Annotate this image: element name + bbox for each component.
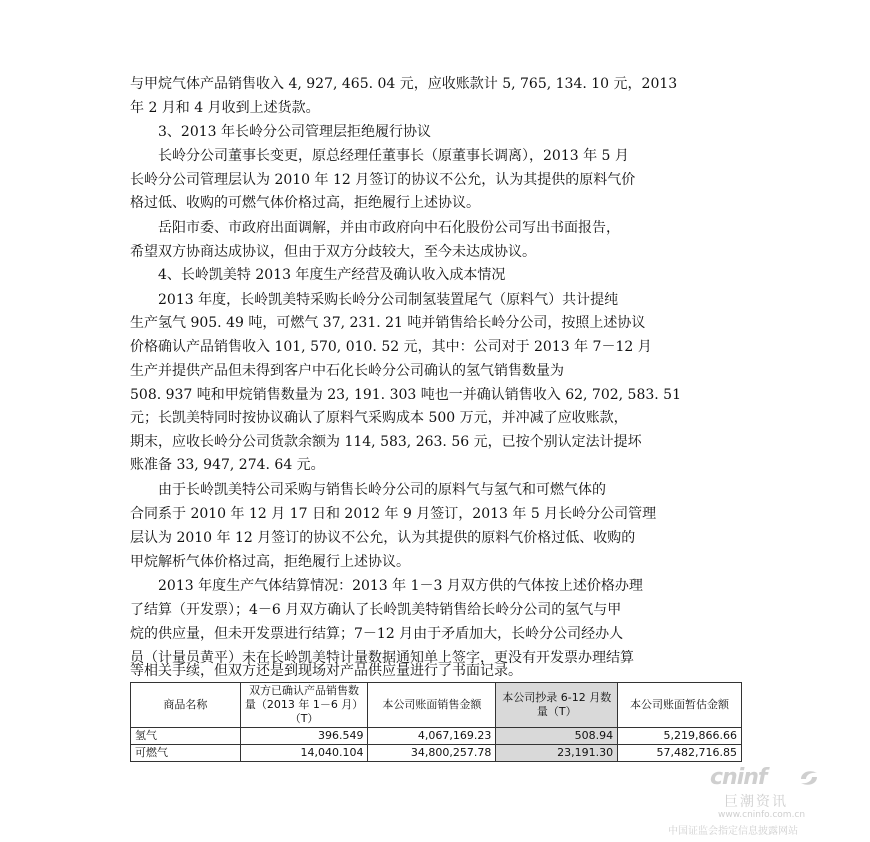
paragraph-line: 希望双方协商达成协议，但由于双方分歧较大，至今未达成协议。 [130, 244, 536, 260]
paragraph-line: 了结算（开发票）；4－6 月双方确认了长岭凯美特销售给长岭分公司的氢气与甲 [130, 602, 622, 618]
paragraph-line: 元；长凯美特同时按协议确认了原料气采购成本 500 万元，并冲减了应收账款， [130, 410, 628, 426]
header-book-sales-amount: 本公司账面销售金额 [368, 683, 496, 728]
paragraph-line: 长岭分公司管理层认为 2010 年 12 月签订的协议不公允，认为其提供的原料气价 [130, 172, 636, 188]
paragraph-line: 员（计量员黄平）未在长岭凯美特计量数据通知单上签字，更没有开发票办理结算 [130, 650, 634, 666]
cell-product: 可燃气 [131, 745, 241, 762]
paragraph-line: 生产并提供产品但未得到客户中石化长岭分公司确认的氢气销售数量为 [130, 363, 564, 379]
watermark-url: www.cninfo.com.cn [718, 810, 806, 820]
paragraph-line: 期末，应收长岭分公司货款余额为 114, 583, 263. 56 元，已按个别认定法计提坏 [130, 434, 642, 450]
cell-book-sales-amount: 4,067,169.23 [368, 728, 496, 745]
paragraph-line: 长岭分公司董事长变更，原总经理任董事长（原董事长调离），2013 年 5 月 [158, 148, 629, 164]
table-header-row [131, 683, 742, 728]
paragraph-line: 账准备 33, 947, 274. 64 元。 [130, 457, 325, 473]
watermark-logo-text: cninf [710, 765, 767, 790]
cell-book-sales-amount: 34,800,257.78 [368, 745, 496, 762]
paragraph-line: 2013 年度，长岭凯美特采购长岭分公司制氢装置尾气（原料气）共计提纯 [158, 292, 619, 308]
paragraph-line: 烷的供应量，但未开发票进行结算；7－12 月由于矛盾加大，长岭分公司经办人 [130, 626, 624, 642]
section-heading-3: 3、2013 年长岭分公司管理层拒绝履行协议 [158, 124, 431, 140]
cninfo-watermark [660, 765, 860, 835]
table-row [131, 745, 742, 762]
paragraph-line: 2013 年度生产气体结算情况：2013 年 1－3 月双方供的气体按上述价格办理 [158, 578, 643, 594]
paragraph-line: 合同系于 2010 年 12 月 17 日和 2012 年 9 月签订，2013 年 5 月长岭分公司管理 [130, 506, 657, 522]
cell-confirmed-quantity: 396.549 [240, 728, 368, 745]
watermark-footer: 中国证监会指定信息披露网站 [668, 826, 798, 837]
paragraph-line: 层认为 2010 年 12 月签订的协议不公允，认为其提供的原料气价格过低、收购的 [130, 530, 636, 546]
paragraph-line: 与甲烷气体产品销售收入 4, 927, 465. 04 元，应收账款计 5, 765, 134. 10 元，2013 [130, 76, 678, 92]
paragraph-line: 岳阳市委、市政府出面调解，并由市政府向中石化股份公司写出书面报告， [158, 220, 620, 236]
header-product-name: 商品名称 [131, 683, 241, 728]
settlement-table [130, 682, 742, 762]
paragraph-line: 等相关手续，但双方还是到现场对产品供应量进行了书面记录。 [130, 663, 522, 679]
paragraph-line: 由于长岭凯美特公司采购与销售长岭分公司的原料气与氢气和可燃气体的 [158, 482, 606, 498]
header-estimated-amount: 本公司账面暂估金额 [618, 683, 742, 728]
paragraph-line: 价格确认产品销售收入 101, 570, 010. 52 元，其中：公司对于 2013 年 7－12 月 [130, 339, 652, 355]
paragraph-line: 年 2 月和 4 月收到上述货款。 [130, 100, 320, 116]
cell-recorded-quantity: 23,191.30 [496, 745, 618, 762]
cninfo-swirl-icon [798, 767, 820, 789]
cell-estimated-amount: 57,482,716.85 [618, 745, 742, 762]
cell-product: 氢气 [131, 728, 241, 745]
header-confirmed-quantity: 双方已确认产品销售数量（2013 年 1－6 月）（T） [240, 683, 368, 728]
cell-confirmed-quantity: 14,040.104 [240, 745, 368, 762]
header-recorded-quantity: 本公司抄录 6-12 月数量（T） [496, 683, 618, 728]
table-row [131, 728, 742, 745]
paragraph-line: 508. 937 吨和甲烷销售数量为 23, 191. 303 吨也一并确认销售收入 62, 702, 583. 51 [130, 387, 681, 403]
section-heading-4: 4、长岭凯美特 2013 年度生产经营及确认收入成本情况 [158, 267, 506, 283]
paragraph-line: 甲烷解析气体价格过高，拒绝履行上述协议。 [130, 554, 410, 570]
paragraph-line: 格过低、收购的可燃气体价格过高，拒绝履行上述协议。 [130, 195, 480, 211]
cell-estimated-amount: 5,219,866.66 [618, 728, 742, 745]
watermark-name: 巨潮资讯 [724, 794, 788, 810]
cell-recorded-quantity: 508.94 [496, 728, 618, 745]
paragraph-line: 生产氢气 905. 49 吨，可燃气 37, 231. 21 吨并销售给长岭分公司，按照上述协议 [130, 315, 646, 331]
